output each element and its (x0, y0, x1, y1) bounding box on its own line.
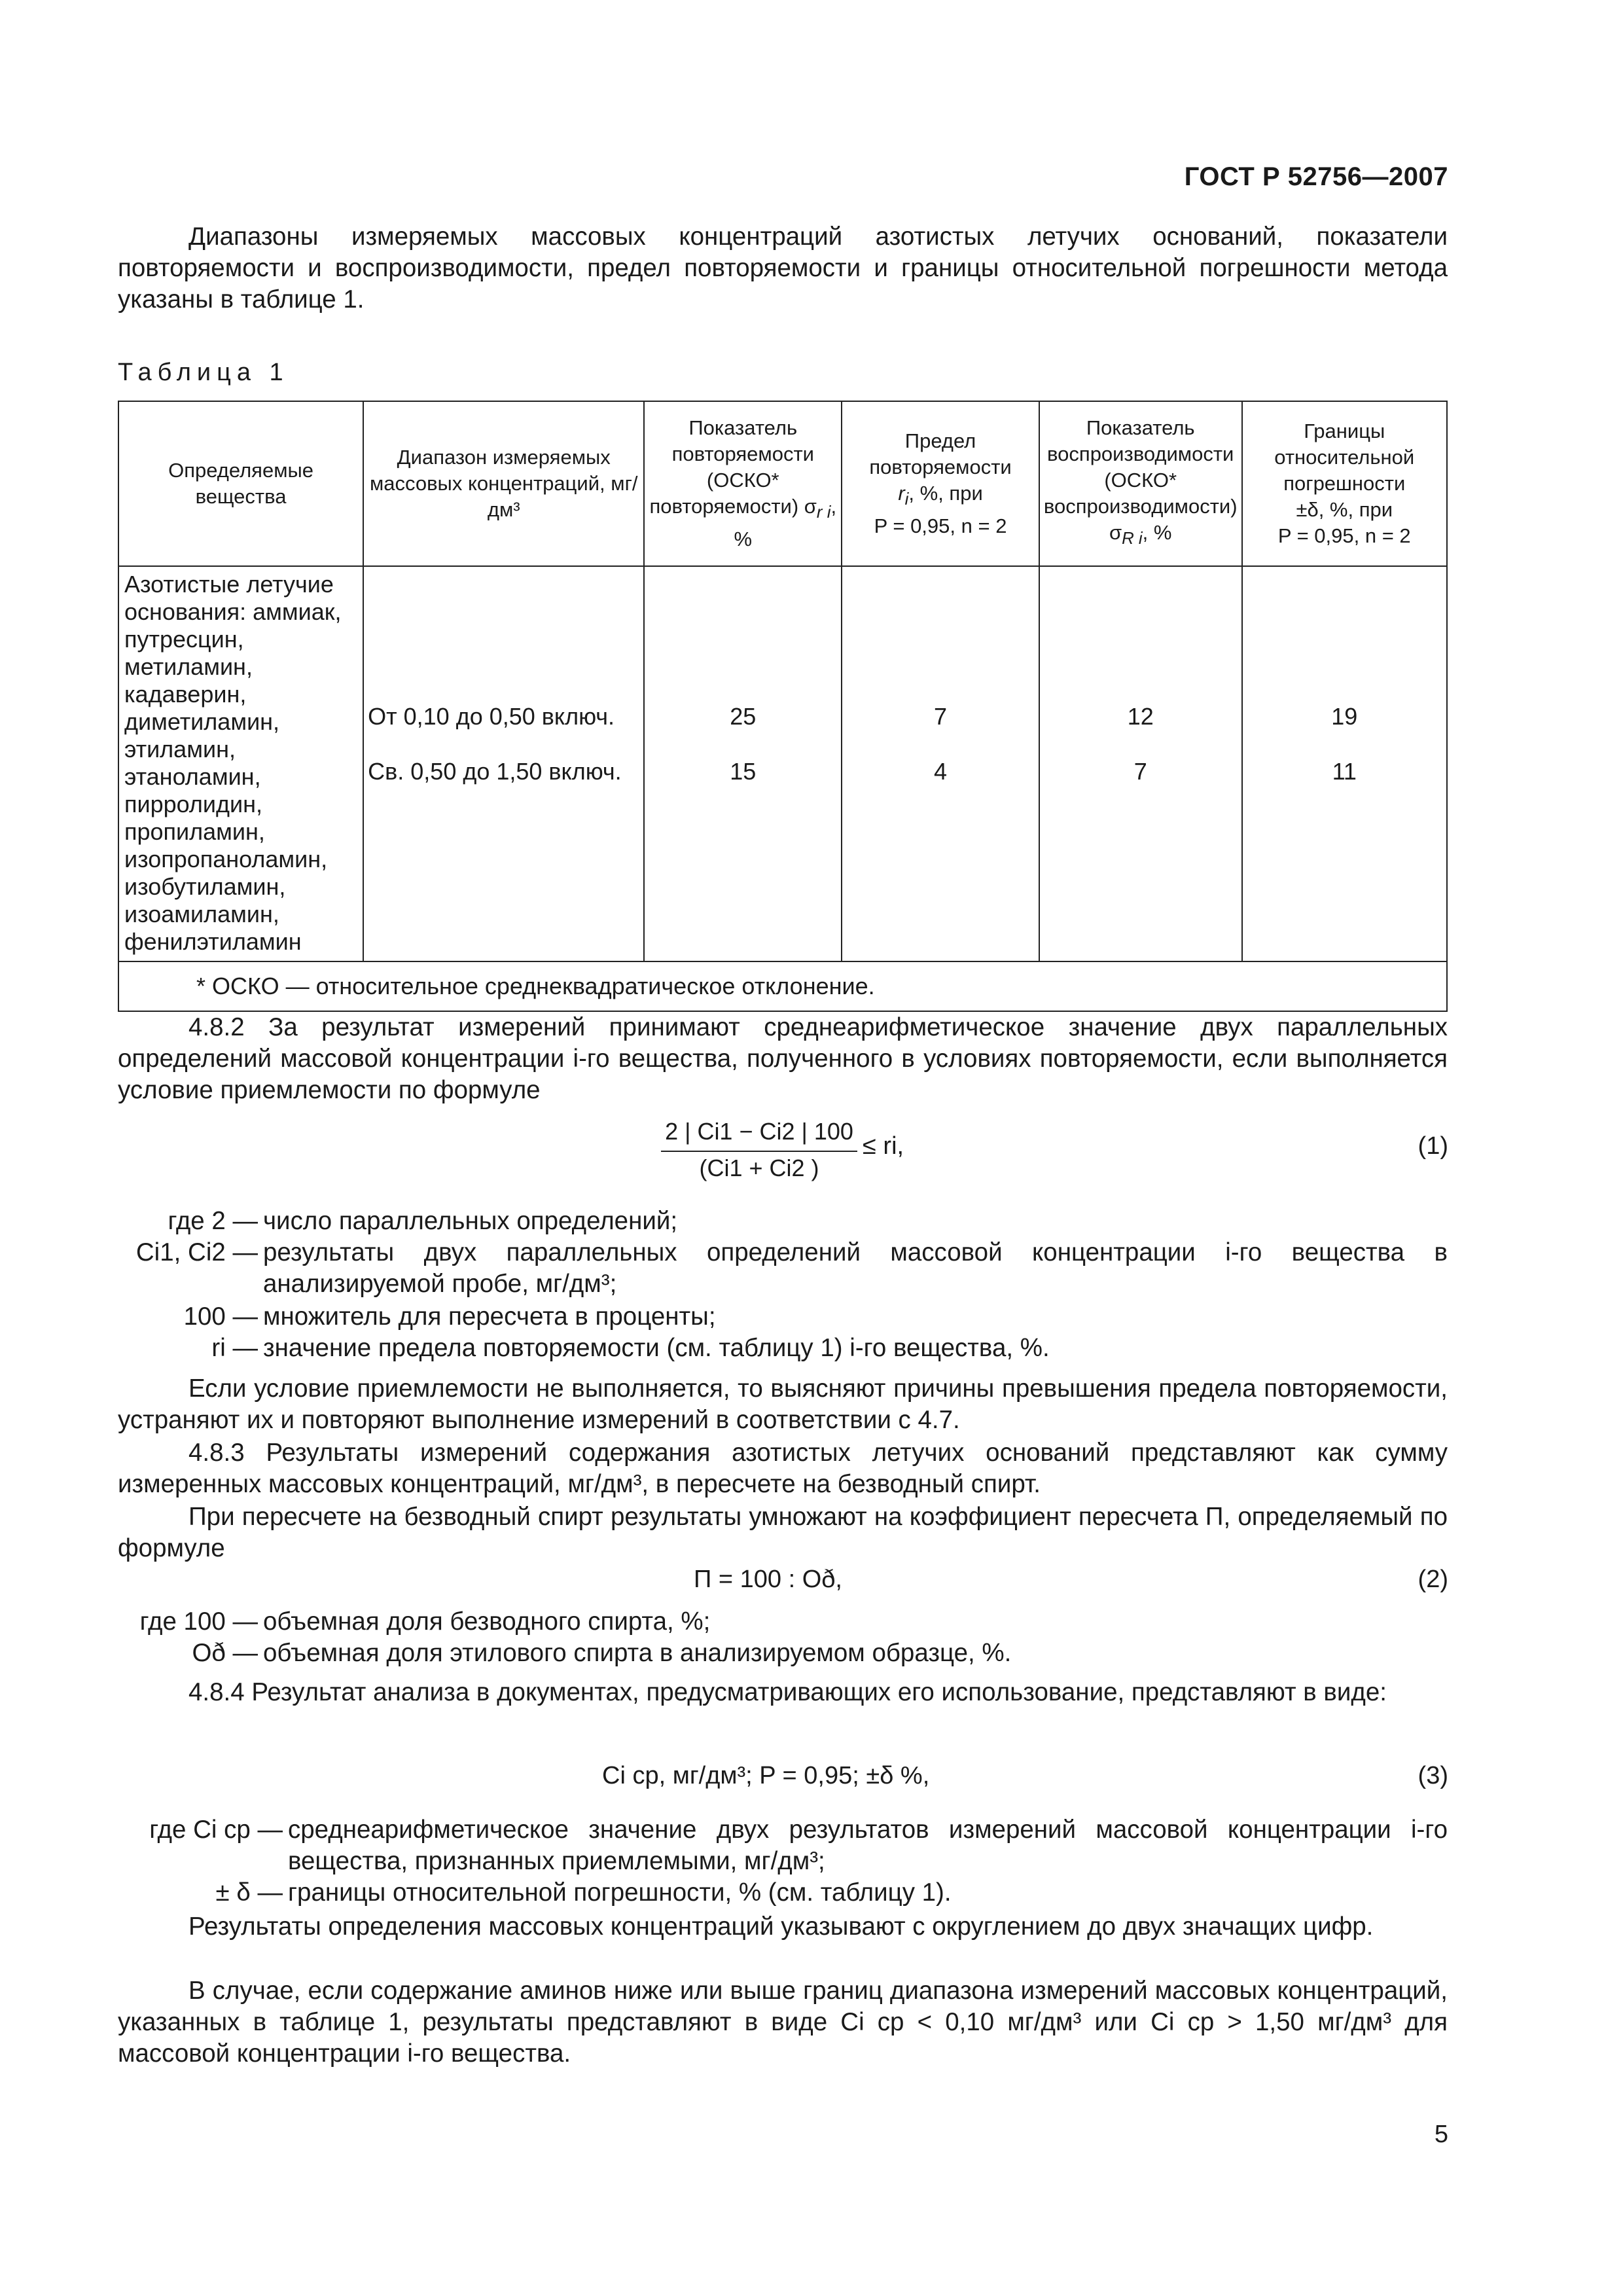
header-repeatability-sub: r i (816, 503, 831, 522)
bounds-1: 19 (1331, 703, 1358, 730)
header-limit-sym: r (898, 482, 905, 505)
page-number: 5 (1434, 2121, 1448, 2148)
header-limit-l3: P = 0,95, n = 2 (874, 514, 1007, 537)
acceptability-note: Если условие приемлемости не выполняется, то выясняют причины превышения предела повторяемости, устраняют их и повторяют выполнение измерений в соответствии с 4.7. (118, 1374, 1448, 1434)
def-text: границы относительной погрешности, % (см. таблицу 1). (288, 1878, 952, 1907)
header-reproducibility-unit: , % (1142, 521, 1172, 545)
def-term: Ci1, Ci2 — (135, 1238, 258, 1266)
header-bounds (1242, 401, 1447, 566)
formula-2: П = 100 : Оð, (694, 1566, 842, 1593)
conversion-paragraph: При пересчете на безводный спирт результаты умножают на коэффициент пересчета П, определяемый по формуле (118, 1503, 1448, 1562)
header-repeatability-label: Показатель повторяемости (ОСКО* повторяемости) σ (649, 416, 817, 518)
def-text: значение предела повторяемости (см. таблицу 1) i-го вещества, %. (263, 1334, 1050, 1362)
limit-2: 4 (934, 758, 948, 785)
formula-3-number: (3) (1418, 1762, 1448, 1789)
rounding-note: Результаты определения массовых концентраций указывают с округлением до двух значащих цифр. (188, 1912, 1374, 1941)
def-term: где 2 — (168, 1207, 258, 1235)
formula-2-number: (2) (1418, 1566, 1448, 1593)
intro-paragraph: Диапазоны измеряемых массовых концентраций азотистых летучих оснований, показатели повторяемости и воспроизводимости, предел повторяемости и границы относительной погрешности метода указаны в таблице 1. (118, 223, 1448, 314)
reproducibility-2: 7 (1133, 758, 1147, 785)
header-limit-sub: i (904, 490, 909, 509)
header-reproducibility-sub: R i (1122, 529, 1143, 548)
table-header-row (118, 401, 1447, 566)
def-term: Оð — (192, 1639, 258, 1667)
outside-range-note: В случае, если содержание аминов ниже или выше границ диапазона измерений массовых концентраций, указанных в таблице 1, результаты представляют в виде Ci ср < 0,10 мг/дм³ или Ci ср > 1,50 мг/дм³ для массовой концентрации i-го вещества. (118, 1977, 1448, 2068)
header-limit-l1: Предел повторяемости (869, 429, 1012, 479)
repeatability-2: 15 (730, 758, 757, 785)
header-limit-l2: , %, при (908, 482, 983, 505)
def-term: 100 — (183, 1302, 258, 1331)
substances-text: Азотистые летучие основания: аммиак, путресцин, метиламин, кадаверин, диметиламин, этиламин, этаноламин, пирролидин, пропиламин, изопропаноламин, изобутиламин, изоамиламин, фенилэтиламин (124, 571, 342, 955)
header-range: Диапазон измеряемых массовых концентраций, мг/дм³ (363, 401, 644, 566)
table-caption: Таблица 1 (118, 359, 289, 386)
repeatability-1: 25 (730, 703, 757, 730)
cell-repeatability (644, 566, 842, 961)
header-bounds-l1: Границы относительной погрешности (1274, 420, 1415, 495)
def-text: множитель для пересчета в проценты; (263, 1302, 716, 1331)
header-repeatability (644, 401, 842, 566)
table-1 (118, 401, 1448, 1012)
reproducibility-1: 12 (1127, 703, 1154, 730)
cell-reproducibility (1039, 566, 1242, 961)
def-term: где Ci ср — (149, 1816, 283, 1844)
range-1: От 0,10 до 0,50 включ. (368, 703, 615, 730)
formula-1-denominator: (Ci1 + Ci2 ) (699, 1155, 819, 1181)
cell-limit (842, 566, 1039, 961)
table-row (118, 566, 1447, 961)
formula-3: Ci ср, мг/дм³; P = 0,95; ±δ %, (602, 1762, 930, 1789)
def-text: среднеарифметическое значение двух результатов измерений массовой концентрации i-го вещества, признанных приемлемыми, мг/дм³; (288, 1816, 1448, 1875)
cell-bounds (1242, 566, 1447, 961)
def-term: ± δ — (215, 1878, 283, 1907)
header-reproducibility-label: Показатель воспроизводимости (ОСКО* воспроизводимости) σ (1043, 416, 1238, 545)
limit-1: 7 (934, 703, 948, 730)
header-repeatability-unit: , % (734, 495, 837, 550)
section-4-8-4: 4.8.4 Результат анализа в документах, предусматривающих его использование, представляют в виде: (188, 1678, 1387, 1706)
header-bounds-l2: ±δ, %, при (1296, 498, 1393, 521)
def-text: результаты двух параллельных определений массовой концентрации i-го вещества в анализируемой пробе, мг/дм³; (263, 1238, 1448, 1298)
table-footnote-row (118, 961, 1447, 1011)
def-text: объемная доля безводного спирта, %; (263, 1607, 711, 1636)
bounds-2: 11 (1332, 758, 1357, 785)
header-reproducibility (1039, 401, 1242, 566)
document-code: ГОСТ Р 52756—2007 (1184, 162, 1448, 191)
def-term: где 100 — (139, 1607, 258, 1636)
section-4-8-3: 4.8.3 Результаты измерений содержания азотистых летучих оснований представляют как сумму измеренных массовых концентраций, мг/дм³, в пересчете на безводный спирт. (118, 1439, 1448, 1498)
header-limit (842, 401, 1039, 566)
header-bounds-l3: P = 0,95, n = 2 (1277, 524, 1411, 547)
section-4-8-2: 4.8.2 За результат измерений принимают среднеарифметическое значение двух параллельных определений массовой концентрации i-го вещества, полученного в условиях повторяемости, если выполняется условие приемлемости по формуле (118, 1013, 1448, 1104)
cell-ranges (363, 566, 644, 961)
def-text: число параллельных определений; (263, 1207, 678, 1235)
def-term: ri — (211, 1334, 258, 1362)
def-text: объемная доля этилового спирта в анализируемом образце, %. (263, 1639, 1012, 1667)
range-2: Св. 0,50 до 1,50 включ. (368, 758, 622, 785)
cell-substances (118, 566, 363, 961)
header-substances: Определяемые вещества (118, 401, 363, 566)
formula-1-number: (1) (1418, 1132, 1448, 1160)
formula-1-numerator: 2 | Ci1 − Ci2 | 100 (665, 1118, 853, 1145)
table-footnote: * ОСКО — относительное среднеквадратическое отклонение. (118, 961, 1447, 1011)
fraction-bar (661, 1151, 857, 1152)
formula-1-rhs: ≤ ri, (863, 1132, 904, 1160)
